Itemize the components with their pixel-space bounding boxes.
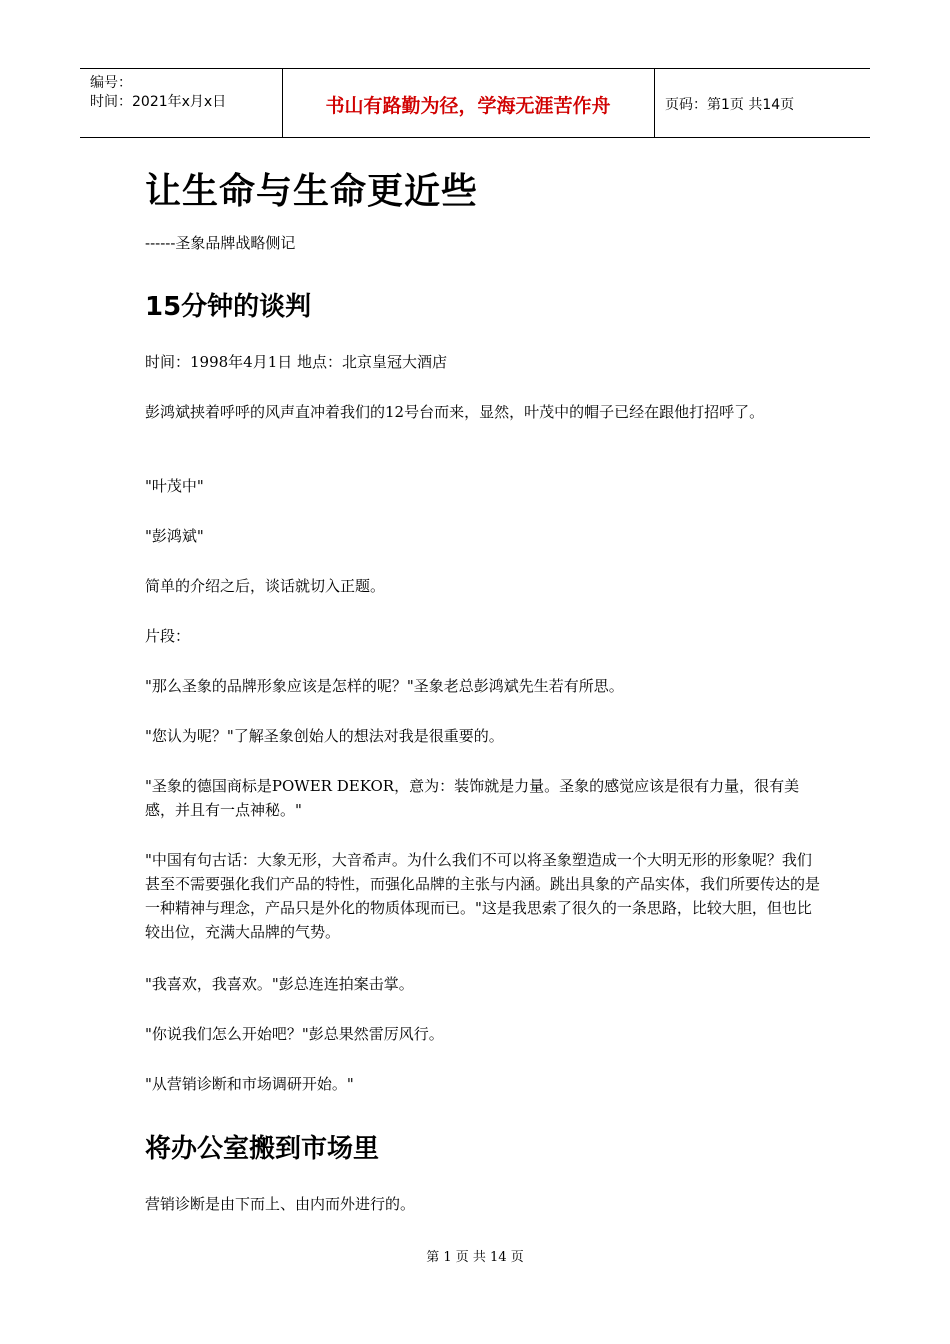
header-motto: 书山有路勤为径，学海无涯苦作舟	[325, 95, 611, 117]
header-left-cell	[80, 69, 283, 137]
page-footer: 第 1 页 共 14 页	[426, 1250, 524, 1265]
paragraph: "你说我们怎么开始吧？"彭总果然雷厉风行。	[145, 1025, 444, 1043]
header-right-cell	[655, 69, 870, 137]
document-time-label: 时间：2021年x月x日	[90, 94, 227, 110]
paragraph: 彭鸿斌挟着呼呼的风声直冲着我们的12号台而来，显然，叶茂中的帽子已经在跟他打招呼了。	[145, 403, 765, 421]
paragraph: 营销诊断是由下而上、由内而外进行的。	[145, 1195, 416, 1213]
header-table	[80, 68, 870, 138]
document-subtitle: ------圣象品牌战略侧记	[145, 234, 296, 252]
paragraph: "从营销诊断和市场调研开始。"	[145, 1075, 354, 1093]
paragraph: 时间：1998年4月1日 地点：北京皇冠大酒店	[145, 353, 448, 371]
paragraph: "我喜欢，我喜欢。"彭总连连拍案击掌。	[145, 975, 414, 993]
paragraph: "您认为呢？"了解圣象创始人的想法对我是很重要的。	[145, 727, 504, 745]
document-number-label: 编号：	[90, 75, 132, 91]
paragraph: 简单的介绍之后，谈话就切入正题。	[145, 577, 386, 595]
paragraph: 片段：	[145, 627, 191, 645]
paragraph: "圣象的德国商标是POWER DEKOR，意为：装饰就是力量。圣象的感觉应该是很有力量，很有美感，并且有一点神秘。"	[145, 777, 800, 819]
paragraph: "那么圣象的品牌形象应该是怎样的呢？"圣象老总彭鸿斌先生若有所思。	[145, 677, 624, 695]
header-page-label: 页码：第1页 共14页	[665, 97, 795, 113]
paragraph: "彭鸿斌"	[145, 527, 204, 545]
paragraph: "叶茂中"	[145, 477, 204, 495]
document-title: 让生命与生命更近些	[145, 171, 479, 212]
paragraph: "中国有句古话：大象无形，大音希声。为什么我们不可以将圣象塑造成一个大明无形的形象呢？我们甚至不需要强化我们产品的特性，而强化品牌的主张与内涵。跳出具象的产品实体，我们所要传达的是一种精神与理念，产品只是外化的物质体现而已。"这是我思索了很久的一条思路，比较大胆，但也比较出位，充满大品牌的气势。	[145, 851, 821, 941]
section-heading-office-to-market: 将办公室搬到市场里	[145, 1134, 380, 1164]
header-middle-cell	[282, 69, 655, 137]
section-heading-negotiation: 15分钟的谈判	[145, 292, 312, 322]
